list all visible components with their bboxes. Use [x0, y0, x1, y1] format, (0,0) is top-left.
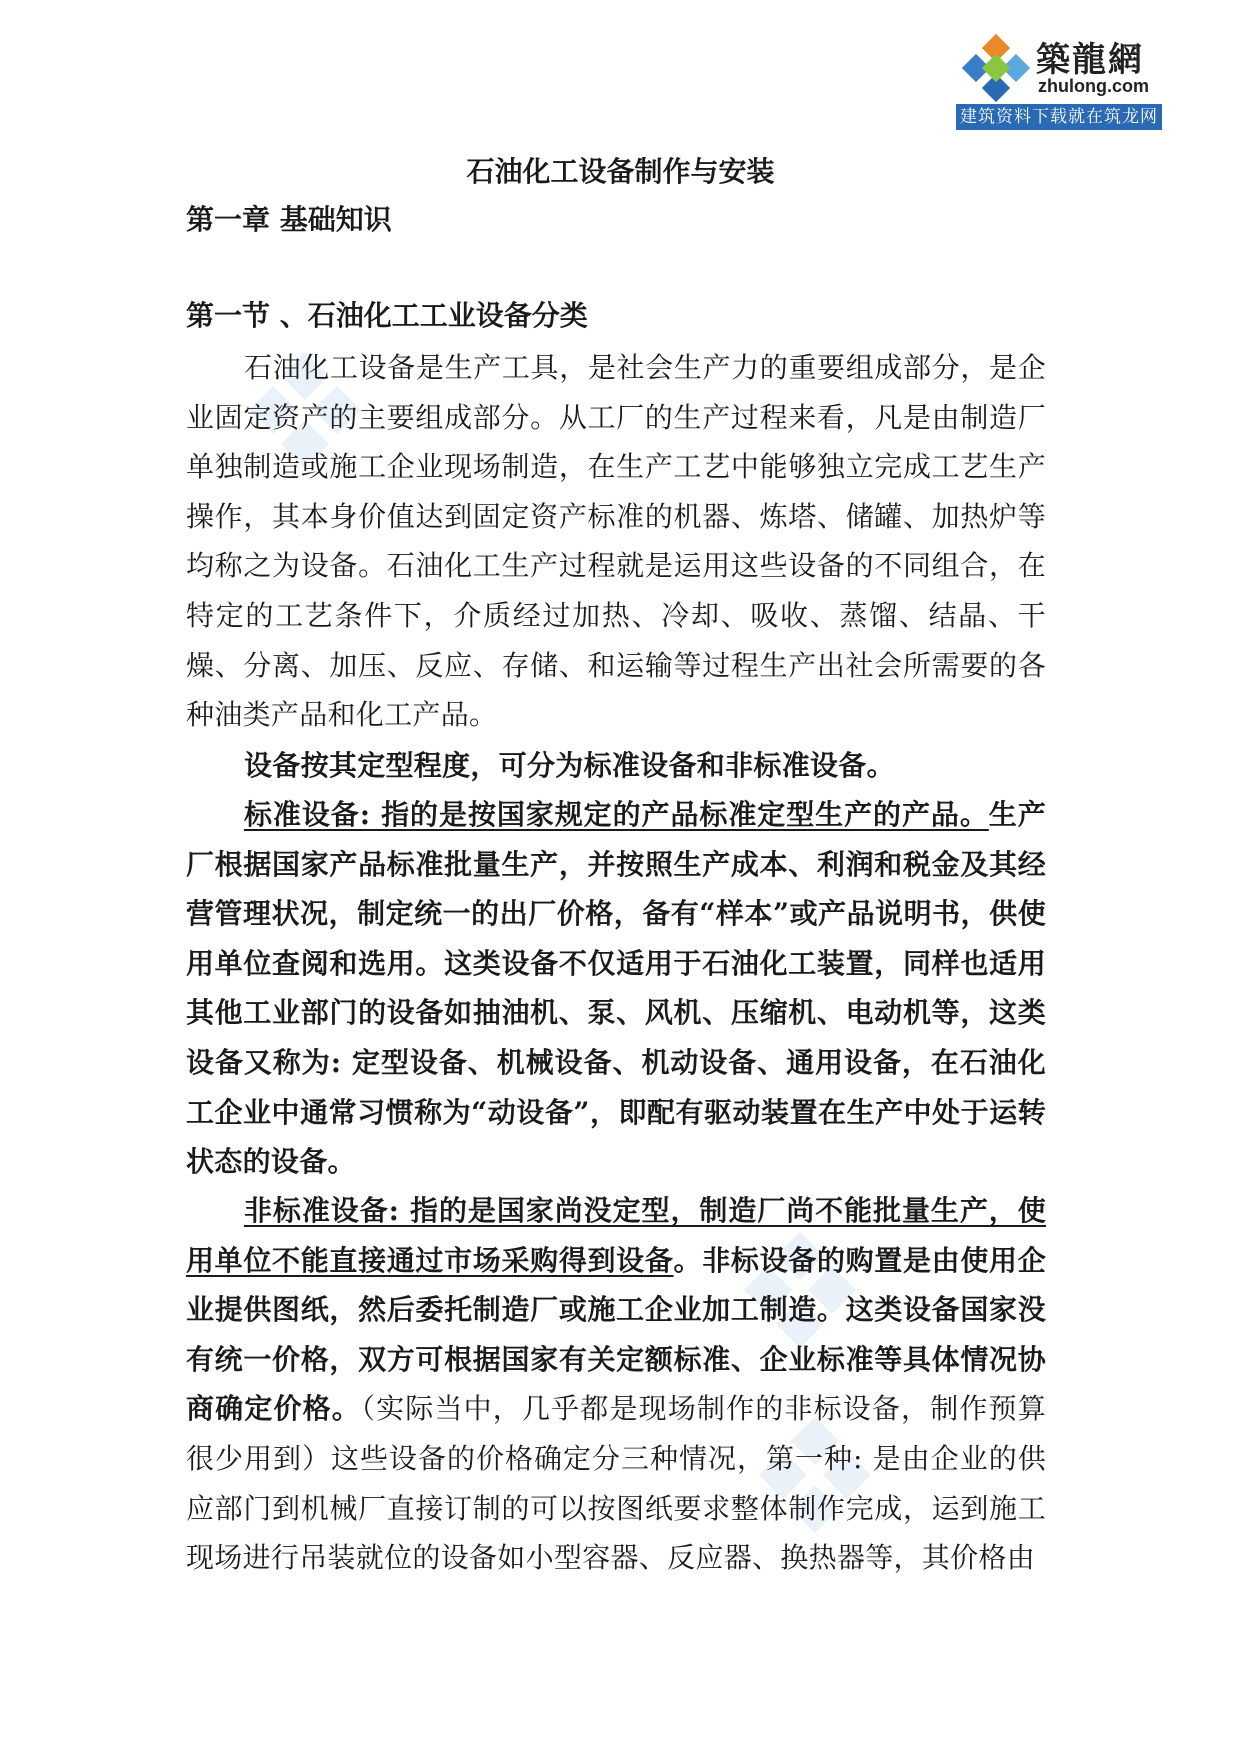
paragraph-standard-equipment — [186, 790, 1046, 1187]
logo-slogan: 建筑资料下载就在筑龙网 — [956, 104, 1162, 130]
nonstandard-equipment-details: 。非标设备的购置是由使用企业提供图纸，然后委托制造厂或施工企业加工制造。这类设备国家没有统一价格，双方可根据国家有关定额标准、企业标准等具体情况协商确定价格。 — [186, 1243, 1046, 1426]
zhulong-logo[interactable] — [956, 28, 1162, 130]
paragraph-classification: 设备按其定型程度，可分为标准设备和非标准设备。 — [244, 749, 895, 782]
document-title: 石油化工设备制作与安装 — [466, 155, 775, 188]
logo-emblem-icon — [962, 36, 1030, 104]
section-heading: 第一节 、石油化工工业设备分类 — [186, 299, 588, 332]
logo-name: 築龍網 — [1036, 40, 1144, 80]
logo-url: zhulong.com — [1038, 76, 1149, 96]
paragraph-nonstandard-equipment — [186, 1186, 1046, 1583]
paragraph-intro: 石油化工设备是生产工具，是社会生产力的重要组成部分，是企业固定资产的主要组成部分。从工厂的生产过程来看，凡是由制造厂单独制造或施工企业现场制造，在生产工艺中能够独立完成工艺生产操作，其本身价值达到固定资产标准的机器、炼塔、储罐、加热炉等均称之为设备。石油化工生产过程就是运用这些设备的不同组合，在特定的工艺条件下，介质经过加热、冷却、吸收、蒸馏、结晶、干燥、分离、加压、反应、存储、和运输等过程生产出社会所需要的各种油类产品和化工产品。 — [186, 351, 1046, 732]
standard-equipment-details: 生产厂根据国家产品标准批量生产，并按照生产成本、利润和税金及其经营管理状况，制定统一的出厂价格，备有“样本”或产品说明书，供使用单位查阅和选用。这类设备不仅适用于石油化工装置，同样也适用其他工业部门的设备如抽油机、泵、风机、压缩机、电动机等，这类设备又称为: 定型设备、机械设备、机动设备、通用设备，在石油化工企业中通常习惯称为“动设备”，即配有驱动装置在生产中处于运转状态的设备。 — [186, 798, 1047, 1179]
chapter-heading: 第一章 基础知识 — [186, 203, 392, 236]
nonstandard-pricing-note: （实际当中，几乎都是现场制作的非标设备，制作预算很少用到）这些设备的价格确定分三种情况，第一种: 是由企业的供应部门到机械厂直接订制的可以按图纸要求整体制作完成，运到施工现场进行吊装就位的设备如小型容器、反应器、换热器等，其价格由 — [186, 1392, 1047, 1575]
standard-equipment-definition: 标准设备: 指的是按国家规定的产品标准定型生产的产品。 — [244, 798, 989, 831]
nonstandard-equipment-definition: 非标准设备: 指的是国家尚没定型，制造厂尚不能批量生产，使用单位不能直接通过市场采购得到设备 — [186, 1194, 1046, 1277]
